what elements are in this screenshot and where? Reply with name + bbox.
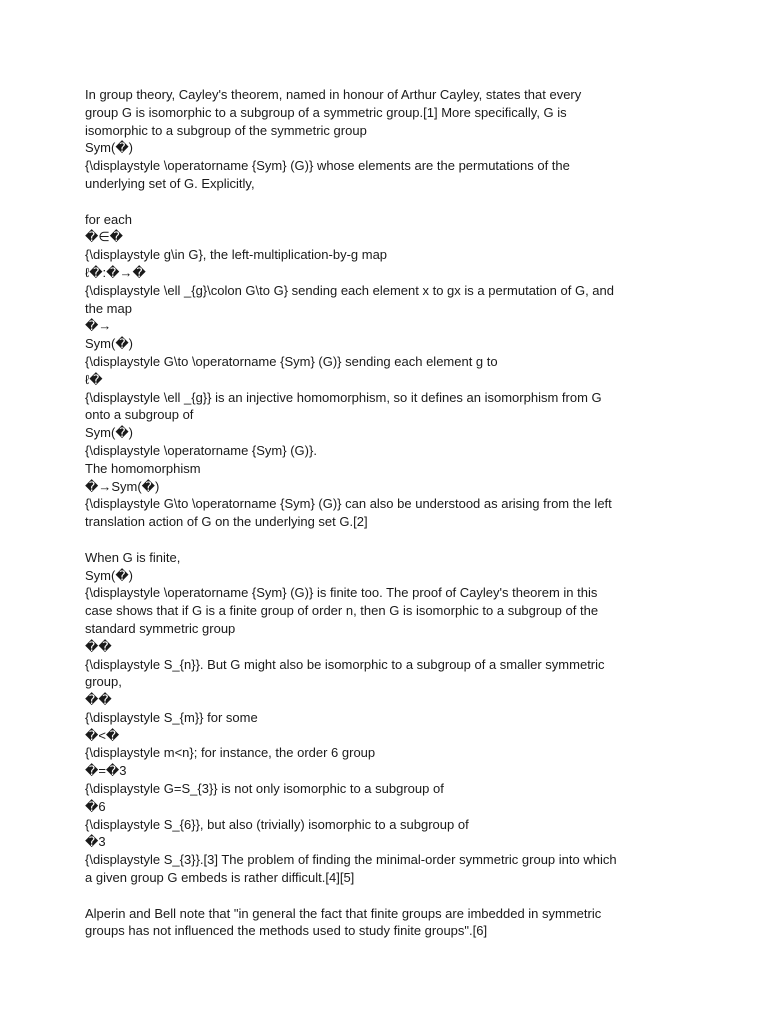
paragraph-alperin-bell — [85, 905, 625, 941]
text-line: {\displaystyle S_{3}}.[3] The problem of finding the minimal-order symmetric group into which — [85, 852, 617, 868]
math-fallback-line: �=�3 — [85, 763, 127, 779]
text-line: the map — [85, 300, 132, 316]
text-line: {\displaystyle S_{n}}. But G might also be isomorphic to a subgroup of a smaller symmetric — [85, 656, 605, 672]
math-fallback-line: Sym(�) — [85, 425, 133, 441]
math-fallback-line: �→Sym(�) — [85, 478, 160, 494]
text-line: {\displaystyle S_{6}}, but also (trivially) isomorphic to a subgroup of — [85, 816, 469, 832]
text-line: translation action of G on the underlying set G.[2] — [85, 514, 368, 530]
math-fallback-line: �<� — [85, 727, 120, 743]
text-line: Alperin and Bell note that "in general the fact that finite groups are imbedded in symmetric — [85, 905, 602, 921]
math-fallback-line: ℓ�:�→� — [85, 264, 146, 280]
math-fallback-line: Sym(�) — [85, 140, 133, 156]
text-line: In group theory, Cayley's theorem, named in honour of Arthur Cayley, states that every — [85, 87, 582, 102]
text-line: standard symmetric group — [85, 620, 236, 636]
paragraph-gap — [85, 193, 625, 211]
paragraph-gap — [85, 887, 625, 905]
paragraph-explicit-construction — [85, 211, 625, 531]
math-fallback-line: �� — [85, 638, 112, 654]
text-line: {\displaystyle \operatorname {Sym} (G)} is finite too. The proof of Cayley's theorem in this — [85, 585, 598, 601]
text-line: {\displaystyle \operatorname {Sym} (G)}. — [85, 442, 317, 458]
math-fallback-line: �� — [85, 692, 112, 708]
text-line: {\displaystyle S_{m}} for some — [85, 709, 258, 725]
text-line: {\displaystyle m<n}; for instance, the order 6 group — [85, 745, 376, 761]
math-fallback-line: ℓ� — [85, 371, 103, 387]
text-line: When G is finite, — [85, 549, 181, 565]
text-line: {\displaystyle G\to \operatorname {Sym} (G)} can also be understood as arising from the left — [85, 496, 612, 512]
text-line: onto a subgroup of — [85, 407, 194, 423]
text-line: {\displaystyle \ell _{g}} is an injective homomorphism, so it defines an isomorphism from G — [85, 389, 602, 405]
text-line: underlying set of G. Explicitly, — [85, 175, 255, 191]
text-line: a given group G embeds is rather difficult.[4][5] — [85, 870, 355, 886]
text-line: {\displaystyle G=S_{3}} is not only isomorphic to a subgroup of — [85, 781, 444, 797]
text-line: for each — [85, 211, 132, 227]
text-line: {\displaystyle \operatorname {Sym} (G)} whose elements are the permutations of the — [85, 158, 570, 174]
document-body — [85, 86, 625, 940]
text-line: {\displaystyle G\to \operatorname {Sym} (G)} sending each element g to — [85, 353, 498, 369]
math-fallback-line: �3 — [85, 834, 106, 850]
text-line: isomorphic to a subgroup of the symmetric group — [85, 122, 367, 138]
math-fallback-line: Sym(�) — [85, 336, 133, 352]
math-fallback-line: �∈� — [85, 229, 123, 245]
text-line: case shows that if G is a finite group of order n, then G is isomorphic to a subgroup of the — [85, 603, 599, 619]
math-fallback-line: �→ — [85, 318, 112, 334]
text-line: group G is isomorphic to a subgroup of a symmetric group.[1] More specifically, G is — [85, 104, 567, 120]
math-fallback-line: �6 — [85, 798, 106, 814]
text-line: groups has not influenced the methods used to study finite groups".[6] — [85, 923, 488, 939]
paragraph-intro — [85, 86, 625, 193]
text-line: The homomorphism — [85, 460, 201, 476]
text-line: {\displaystyle \ell _{g}\colon G\to G} sending each element x to gx is a permutation of G, and — [85, 282, 614, 298]
paragraph-finite-case — [85, 549, 625, 887]
math-fallback-line: Sym(�) — [85, 567, 133, 583]
text-line: {\displaystyle g\in G}, the left-multiplication-by-g map — [85, 247, 388, 263]
paragraph-gap — [85, 531, 625, 549]
text-line: group, — [85, 674, 122, 690]
